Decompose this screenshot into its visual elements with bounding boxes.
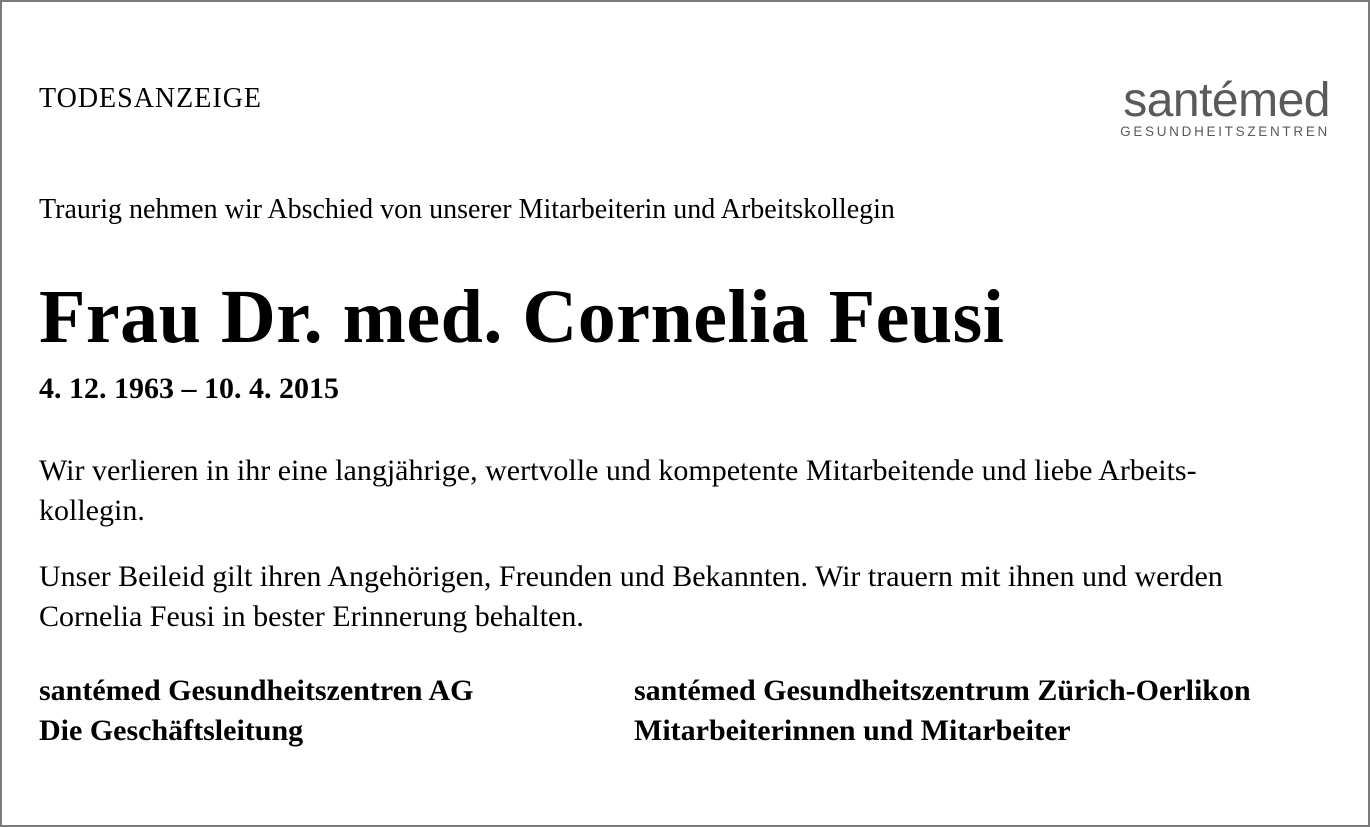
paragraph-condolence-line-1: Unser Beileid gilt ihren Angehörigen, Freunden und Bekannten. Wir trauern mit ihnen und werden: [39, 560, 1223, 593]
signature-left: [39, 671, 473, 751]
notice-heading: TODESANZEIGE: [39, 83, 263, 114]
intro-text: Traurig nehmen wir Abschied von unserer Mitarbeiterin und Arbeitskollegin: [39, 194, 895, 225]
deceased-name: Frau Dr. med. Cornelia Feusi: [39, 275, 1005, 359]
signature-right-organization: santémed Gesundheitszentrum Zürich-Oerlikon: [634, 674, 1251, 707]
logo-wordmark: santémed: [1123, 74, 1330, 127]
logo-subtitle: GESUNDHEITSZENTREN: [1120, 124, 1330, 139]
signature-left-organization: santémed Gesundheitszentren AG: [39, 674, 474, 707]
santemed-logo: [1090, 72, 1330, 144]
life-dates: 4. 12. 1963 – 10. 4. 2015: [39, 372, 339, 405]
paragraph-tribute-line-2: kollegin.: [39, 494, 145, 527]
signature-right-group: Mitarbeiterinnen und Mitarbeiter: [634, 714, 1071, 747]
signature-right: [634, 671, 1251, 751]
paragraph-condolence: [39, 557, 1339, 637]
paragraph-condolence-line-2: Cornelia Feusi in bester Erinnerung behalten.: [39, 600, 584, 633]
signature-left-group: Die Geschäftsleitung: [39, 714, 304, 747]
paragraph-tribute-line-1: Wir verlieren in ihr eine langjährige, wertvolle und kompetente Mitarbeitende und liebe Arbeits-: [39, 454, 1197, 487]
paragraph-tribute: [39, 451, 1339, 531]
